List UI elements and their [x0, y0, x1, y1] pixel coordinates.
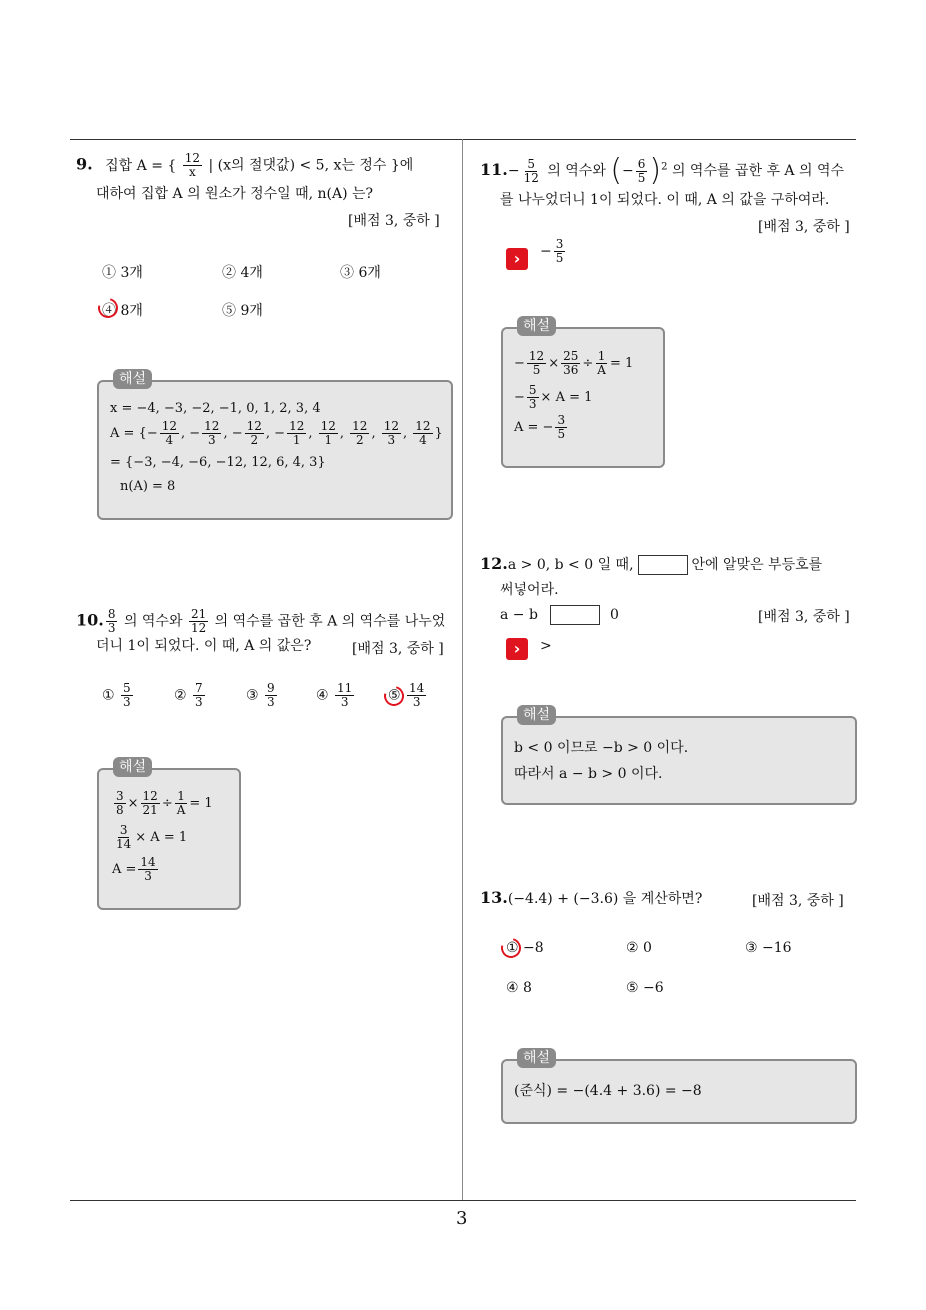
page-number: 3 — [456, 1208, 468, 1229]
q12-meta: [배점 3, 중하 ] — [758, 609, 850, 625]
q10-sol-line3: A = $\frac{14}{3}$ — [112, 855, 156, 883]
q12-line2: 써넣어라. — [500, 582, 559, 598]
column-divider — [462, 139, 463, 1201]
q9-sol-line1: x = −4, −3, −2, −1, 0, 1, 2, 3, 4 — [110, 401, 321, 416]
q12-line1: 12.a > 0, b < 0 일 때, 안에 알맞은 부등호를 — [480, 554, 823, 573]
q9-choice-3[interactable]: ③ 6개 — [340, 265, 381, 281]
q13-number: 13. — [480, 888, 508, 907]
q11-line2: 를 나누었더니 1이 되었다. 이 때, A 의 값을 구하여라. — [500, 192, 830, 208]
q10-choice-1[interactable]: ① $\frac{5}{3}$ — [102, 681, 131, 709]
q12-line3: a − b 0 — [500, 607, 619, 623]
q9-text-b: | (x의 절댓값) < 5, x는 정수 }에 — [208, 157, 414, 174]
q12-answer-arrow-icon[interactable]: › — [506, 638, 528, 660]
q12-sol-line2: 따라서 a − b > 0 이다. — [514, 766, 663, 782]
q13-line1: 13.(−4.4) + (−3.6) 을 계산하면? — [480, 888, 703, 907]
q12-sol-line1: b < 0 이므로 −b > 0 이다. — [514, 740, 689, 756]
q9-sol-line2: A = {− $\frac{12}{4}$ , − $\frac{12}{3}$ , − $\frac{12}{2}$ , − $\frac{12}{1}$ , $\frac{12}{1}$ , $\frac{12}{2}$ , $\frac{12}{3}$ , $\frac{12}{4}$ } — [110, 419, 443, 447]
q9-meta: [배점 3, 중하 ] — [348, 213, 440, 229]
q11-line1: 11.− $\frac{5}{12}$ 의 역수와 (− $\frac{6}{5}$ )$^2$ 의 역수를 곱한 후 A 의 역수 — [480, 153, 845, 188]
q11-sol-line1: − $\frac{12}{5}$ × $\frac{25}{36}$ ÷ $\frac{1}{A}$ = 1 — [514, 349, 634, 377]
q12-solution-box — [501, 716, 857, 805]
q10-line2: 더니 1이 되었다. 이 때, A 의 값은? — [96, 638, 312, 654]
q9-text-a: 집합 A = { — [105, 157, 177, 174]
q9-fraction: $\frac{12}{x}$ — [184, 151, 201, 179]
q12-blank-box-inline — [638, 555, 688, 575]
q12-number: 12. — [480, 554, 508, 573]
q10-meta: [배점 3, 중하 ] — [352, 641, 444, 657]
q9-choice-5[interactable]: ⑤ 9개 — [222, 303, 263, 319]
q9-line1 — [76, 152, 413, 179]
q12-answer: > — [540, 638, 552, 654]
q11-meta: [배점 3, 중하 ] — [758, 219, 850, 235]
q10-sol-line2: $\frac{3}{14}$ × A = 1 — [116, 823, 188, 851]
q9-sol-line4: n(A) = 8 — [120, 479, 176, 494]
q13-sol-line1: (준식) = −(4.4 + 3.6) = −8 — [514, 1083, 702, 1099]
q13-choice-1[interactable]: ① −8 — [506, 940, 544, 956]
q12-solution-tag: 해설 — [517, 705, 556, 725]
q10-solution-tag: 해설 — [113, 757, 152, 777]
q13-choice-4[interactable]: ④ 8 — [506, 980, 532, 996]
q9-choice-4[interactable]: ④ 8개 — [102, 303, 143, 319]
top-rule — [70, 139, 856, 140]
q10-number: 10. — [76, 610, 104, 630]
q11-sol-line2: − $\frac{5}{3}$ × A = 1 — [514, 383, 593, 411]
q11-answer: − $\frac{3}{5}$ — [540, 237, 564, 265]
q12-answer-input[interactable] — [550, 605, 600, 625]
q13-choice-3[interactable]: ③ −16 — [745, 940, 792, 956]
q9-line2: 대하여 집합 A 의 원소가 정수일 때, n(A) 는? — [96, 186, 374, 202]
q11-number: 11. — [480, 160, 508, 179]
q13-meta: [배점 3, 중하 ] — [752, 893, 844, 909]
q10-choice-4[interactable]: ④ $\frac{11}{3}$ — [316, 681, 353, 709]
q13-answer-circle — [497, 934, 524, 961]
q13-solution-tag: 해설 — [517, 1048, 556, 1068]
q9-solution-tag: 해설 — [113, 369, 152, 389]
q10-line1: 10. $\frac{8}{3}$ 의 역수와 $\frac{21}{12}$ 의 역수를 곱한 후 A 의 역수를 나누었 — [76, 607, 446, 635]
q11-sol-line3: A = − $\frac{3}{5}$ — [514, 413, 566, 441]
q11-answer-arrow-icon[interactable]: › — [506, 248, 528, 270]
q10-choice-5[interactable]: ⑤ $\frac{14}{3}$ — [388, 681, 425, 709]
q10-sol-line1: $\frac{3}{8}$ × $\frac{12}{21}$ ÷ $\frac{1}{A}$ = 1 — [116, 789, 213, 817]
q10-choice-2[interactable]: ② $\frac{7}{3}$ — [174, 681, 203, 709]
q10-choice-3[interactable]: ③ $\frac{9}{3}$ — [246, 681, 275, 709]
q9-number: 9. — [76, 154, 93, 174]
q9-choice-2[interactable]: ② 4개 — [222, 265, 263, 281]
q9-sol-line3: = {−3, −4, −6, −12, 12, 6, 4, 3} — [110, 455, 326, 470]
q11-solution-tag: 해설 — [517, 316, 556, 336]
q9-choice-1[interactable]: ① 3개 — [102, 265, 143, 281]
q13-choice-2[interactable]: ② 0 — [626, 940, 652, 956]
bottom-rule — [70, 1200, 856, 1201]
q13-choice-5[interactable]: ⑤ −6 — [626, 980, 664, 996]
